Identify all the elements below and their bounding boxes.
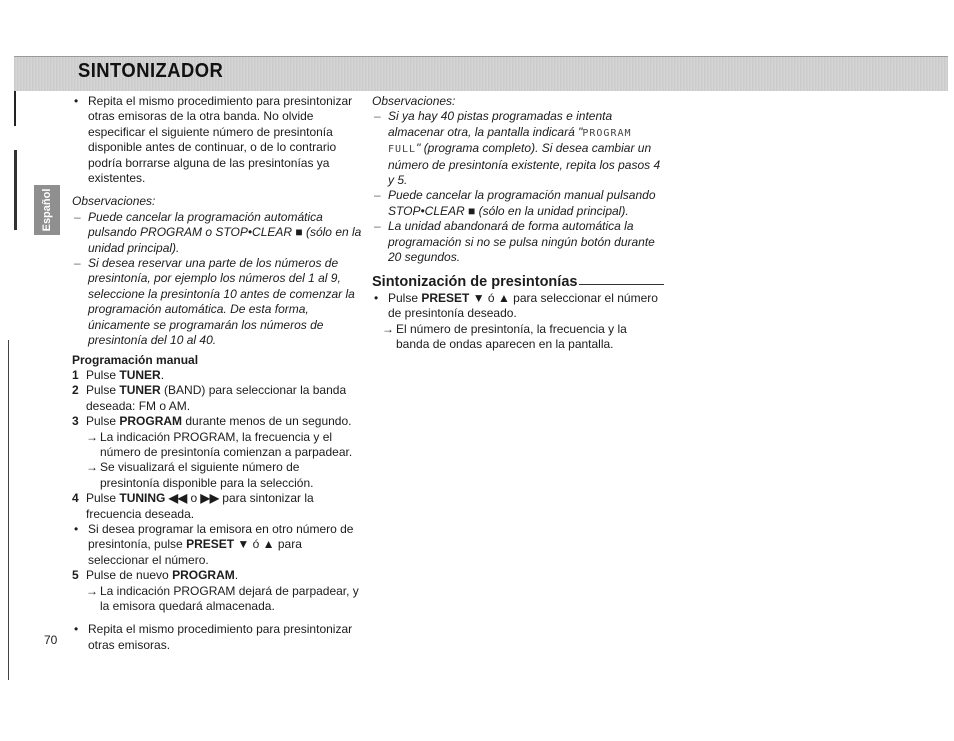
manual-programming-heading: Programación manual — [72, 352, 199, 367]
step-4: 4 Pulse TUNING ◀◀ o ▶▶ para sintonizar la frecuencia deseada. — [72, 491, 314, 521]
note-item: – Si ya hay 40 pistas programadas e intenta almacenar otra, la pantalla indicará "PROGRAM FULL" (programa completo). Si desea cambiar un número de presintonía existente, repita los pasos 4 y 5. — [374, 109, 661, 188]
step-3: 3 Pulse PROGRAM durante menos de un segundo. — [72, 414, 352, 429]
left-column — [72, 94, 362, 653]
step-3-result: → Se visualizará el siguiente número de presintonía disponible para la selección. — [86, 460, 314, 490]
preset-bullet: • Si desea programar la emisora en otro número de presintonía, pulse PRESET ▼ ó ▲ para seleccionar el número. — [74, 521, 354, 567]
section-title: Sintonización de presintonías — [372, 275, 662, 290]
arrow-icon: → — [86, 429, 98, 444]
note-item: – La unidad abandonará de forma automática la programación si no se pulsa ningún botón durante 20 segundos. — [374, 219, 655, 265]
bullet-icon: • — [74, 622, 79, 637]
step-5: 5 Pulse de nuevo PROGRAM. — [72, 568, 239, 583]
dash-icon: – — [74, 209, 81, 224]
dash-icon: – — [374, 109, 381, 124]
arrow-icon: → — [86, 460, 98, 475]
note-item: – Puede cancelar la programación automática pulsando PROGRAM o STOP•CLEAR ■ (sólo en la unidad principal). — [74, 209, 362, 255]
step-3-result: → La indicación PROGRAM, la frecuencia y el número de presintonía comienzan a parpadear. — [86, 429, 353, 459]
step-2: 2 Pulse TUNER (BAND) para seleccionar la banda deseada: FM o AM. — [72, 383, 347, 413]
notes-label: Observaciones: — [72, 194, 156, 209]
binding-edge-line — [8, 340, 9, 680]
page-number: 70 — [44, 633, 58, 647]
lcd-display-text: PROGRAM FULL — [388, 127, 632, 156]
bullet-icon: • — [74, 521, 79, 536]
step-1: 1 Pulse TUNER. — [72, 367, 165, 382]
right-column — [372, 94, 662, 353]
language-tab-label: Español — [41, 188, 53, 232]
list-item: • Repita el mismo procedimiento para presintonizar otras emisoras. — [74, 622, 353, 652]
section-rule — [579, 284, 664, 285]
note-item: – Si desea reservar una parte de los números de presintonía, por ejemplo los números del 1 al 9, seleccione la presintonía 10 antes de comenzar la programación automática. De esta forma, únicamente se programarán los números de presintonía del 10 al 40. — [74, 256, 355, 348]
preset-bullet: • Pulse PRESET ▼ ó ▲ para seleccionar el número de presintonía deseado. — [374, 290, 658, 321]
note-item: – Puede cancelar la programación manual pulsando STOP•CLEAR ■ (sólo en la unidad principal). — [374, 188, 656, 218]
dash-icon: – — [74, 256, 81, 271]
bullet-icon: • — [74, 94, 79, 108]
list-item: • Repita el mismo procedimiento para presintonizar otras emisoras de la otra banda. No olvide especificar el siguiente número de presintonía disponible antes de continuar, o de lo contrario podría borrarse alguna de las presintonías ya existentes. — [74, 94, 353, 186]
dash-icon: – — [374, 219, 381, 234]
step-5-result: → La indicación PROGRAM dejará de parpadear, y la emisora quedará almacenada. — [86, 583, 359, 613]
bullet-icon: • — [374, 290, 379, 305]
binding-edge-mark — [14, 150, 17, 230]
page-title: SINTONIZADOR — [78, 60, 224, 82]
arrow-icon: → — [382, 321, 394, 336]
preset-result: → El número de presintonía, la frecuencia y la banda de ondas aparecen en la pantalla. — [382, 321, 627, 352]
dash-icon: – — [374, 188, 381, 203]
notes-label: Observaciones: — [372, 94, 456, 108]
arrow-icon: → — [86, 583, 98, 598]
